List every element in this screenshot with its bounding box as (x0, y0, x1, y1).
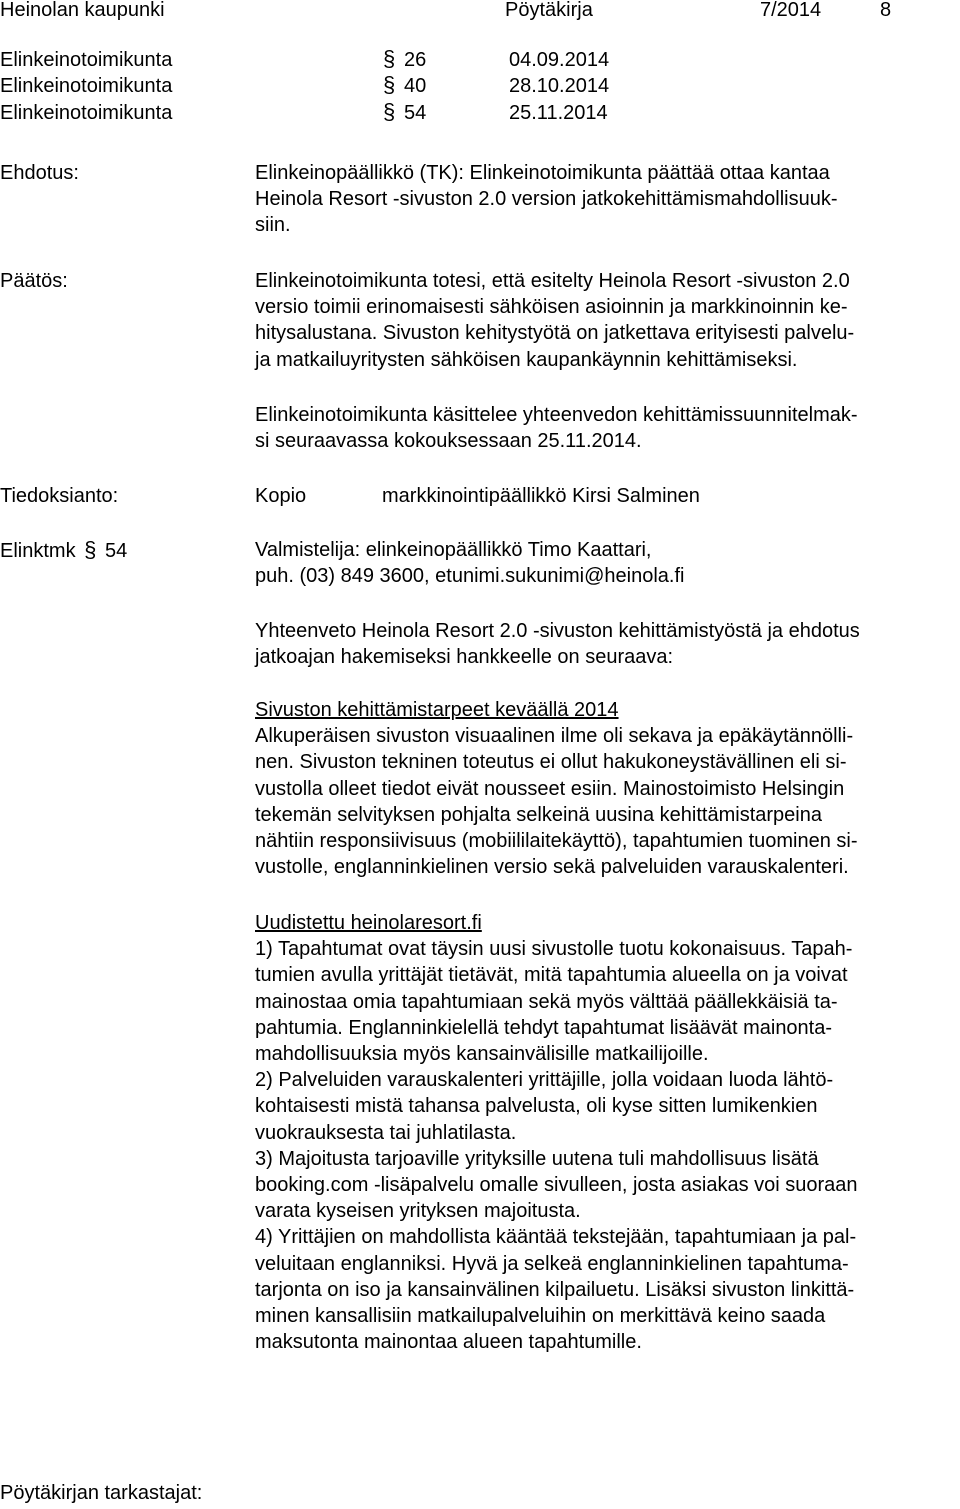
meeting-date: 28.10.2014 (509, 75, 610, 97)
text-line: mainostaa omia tapahtumiaan sekä myös välttää päällekkäisiä ta- (255, 990, 838, 1013)
meeting-number: 40 (404, 75, 427, 97)
section-label (0, 537, 127, 564)
meeting-date: 04.09.2014 (509, 49, 610, 71)
text-line: nen. Sivuston tekninen toteutus ei ollut hakukoneystävällinen eli si- (255, 751, 847, 774)
municipality-name: Heinolan kaupunki (0, 0, 165, 21)
poytakirjan-tarkastajat-label: Pöytäkirjan tarkastajat: (0, 1482, 203, 1504)
text-line: Yhteenveto Heinola Resort 2.0 -sivuston kehittämistyöstä ja ehdotus (255, 620, 860, 642)
text-line: vustolle, englanninkielinen versio sekä palveluiden varauskalenteri. (255, 856, 849, 879)
text-line: vustolla olleet tiedot eivät nousseet esiin. Mainostoimisto Helsingin (255, 777, 845, 800)
issue-number: 7/2014 (760, 0, 822, 21)
kehittamistarpeet-section (255, 697, 955, 880)
section-sign-icon: § (383, 99, 396, 124)
valmistelija-text (255, 537, 955, 589)
section-sign-icon: § (383, 72, 396, 97)
text-line: tumien avulla yrittäjät tietävät, mitä tapahtumia alueella on ja voivat (255, 964, 848, 987)
section-heading: Uudistettu heinolaresort.fi (255, 912, 482, 934)
text-line: tarjonta on iso ja kansainvälinen kilpailuetu. Lisäksi sivuston linkittä- (255, 1278, 855, 1301)
text-line: varata kyseisen yrityksen majoitusta. (255, 1200, 581, 1223)
page-number: 8 (880, 0, 892, 21)
section-heading: Sivuston kehittämistarpeet keväällä 2014 (255, 699, 619, 721)
text-line: siin. (255, 214, 291, 237)
text-line: Heinola Resort -sivuston 2.0 version jatkokehittämismahdollisuuk- (255, 188, 838, 211)
text-line: kohtaisesti mistä tahansa palvelusta, oli kyse sitten lumikenkien (255, 1095, 818, 1118)
document-type: Pöytäkirja (505, 0, 593, 21)
text-line: Elinkeinotoimikunta käsittelee yhteenvedon kehittämissuunnitelmak- (255, 404, 858, 426)
text-line: pahtumia. Englanninkielellä tehdyt tapahtumat lisäävät mainonta- (255, 1016, 833, 1039)
meeting-body: Elinkeinotoimikunta (0, 102, 173, 124)
meeting-body: Elinkeinotoimikunta (0, 75, 173, 97)
section-label-text: Elinktmk (0, 540, 76, 562)
section-sign-icon: § (383, 46, 396, 71)
text-line: Alkuperäisen sivuston visuaalinen ilme oli sekava ja epäkäytännölli- (255, 725, 854, 748)
text-line: minen kansallisiin matkailupalveluihin on merkittävä keino saada (255, 1305, 826, 1328)
meeting-body: Elinkeinotoimikunta (0, 49, 173, 71)
text-line: nähtiin responsiivisuus (mobiililaitekäyttö), tapahtumien tuominen si- (255, 830, 858, 853)
ehdotus-text (255, 160, 955, 239)
paatos-followup-text (255, 402, 955, 454)
section-number: 54 (104, 540, 128, 562)
text-line: vuokrauksesta tai juhlatilasta. (255, 1121, 517, 1144)
text-line: maksutonta mainontaa alueen tapahtumille. (255, 1331, 642, 1354)
text-line: 2) Palveluiden varauskalenteri yrittäjille, jolla voidaan luoda lähtö- (255, 1069, 834, 1092)
paatos-text (255, 268, 955, 373)
text-line: 1) Tapahtumat ovat täysin uusi sivustolle tuotu kokonaisuus. Tapah- (255, 938, 853, 961)
text-line: puh. (03) 849 3600, etunimi.sukunimi@heinola.fi (255, 565, 685, 588)
text-line: tekemän selvityksen pohjalta selkeinä uusina kehittämistarpeina (255, 803, 822, 826)
text-line: 4) Yrittäjien on mahdollista kääntää tekstejään, tapahtumiaan ja pal- (255, 1226, 857, 1249)
meeting-number: 54 (404, 102, 427, 124)
tiedoksianto-label: Tiedoksianto: (0, 485, 119, 507)
section-sign-icon: § (84, 537, 97, 562)
text-line: mahdollisuuksia myös kansainvälisille matkailijoille. (255, 1043, 709, 1066)
text-line: jatkoajan hakemiseksi hankkeelle on seuraava: (255, 646, 674, 669)
text-line: booking.com -lisäpalvelu omalle sivulleen, josta asiakas voi suoraan (255, 1174, 858, 1197)
meeting-number: 26 (404, 49, 427, 71)
yhteenveto-text (255, 618, 955, 670)
text-line: Elinkeinopäällikkö (TK): Elinkeinotoimikunta päättää ottaa kantaa (255, 162, 830, 184)
text-line: 3) Majoitusta tarjoaville yrityksille uutena tuli mahdollisuus lisätä (255, 1147, 819, 1170)
ehdotus-label: Ehdotus: (0, 162, 79, 184)
text-line: ja matkailuyritysten sähköisen kaupankäynnin kehittämiseksi. (255, 348, 798, 371)
meeting-date: 25.11.2014 (509, 102, 608, 124)
text-line: Valmistelija: elinkeinopäällikkö Timo Kaattari, (255, 539, 652, 561)
recipient: markkinointipäällikkö Kirsi Salminen (382, 485, 700, 507)
text-line: Elinkeinotoimikunta totesi, että esitelty Heinola Resort -sivuston 2.0 (255, 270, 850, 292)
text-line: veluitaan englanniksi. Hyvä ja selkeä englanninkielinen tapahtuma- (255, 1252, 849, 1275)
paatos-label: Päätös: (0, 270, 68, 292)
text-line: versio toimii erinomaisesti sähköisen asioinnin ja markkinoinnin ke- (255, 296, 848, 319)
kopio-label: Kopio (255, 485, 307, 507)
uudistettu-section (255, 910, 955, 1355)
text-line: hitysalustana. Sivuston kehitystyötä on jatkettava erityisesti palvelu- (255, 322, 855, 345)
text-line: si seuraavassa kokouksessaan 25.11.2014. (255, 430, 642, 453)
